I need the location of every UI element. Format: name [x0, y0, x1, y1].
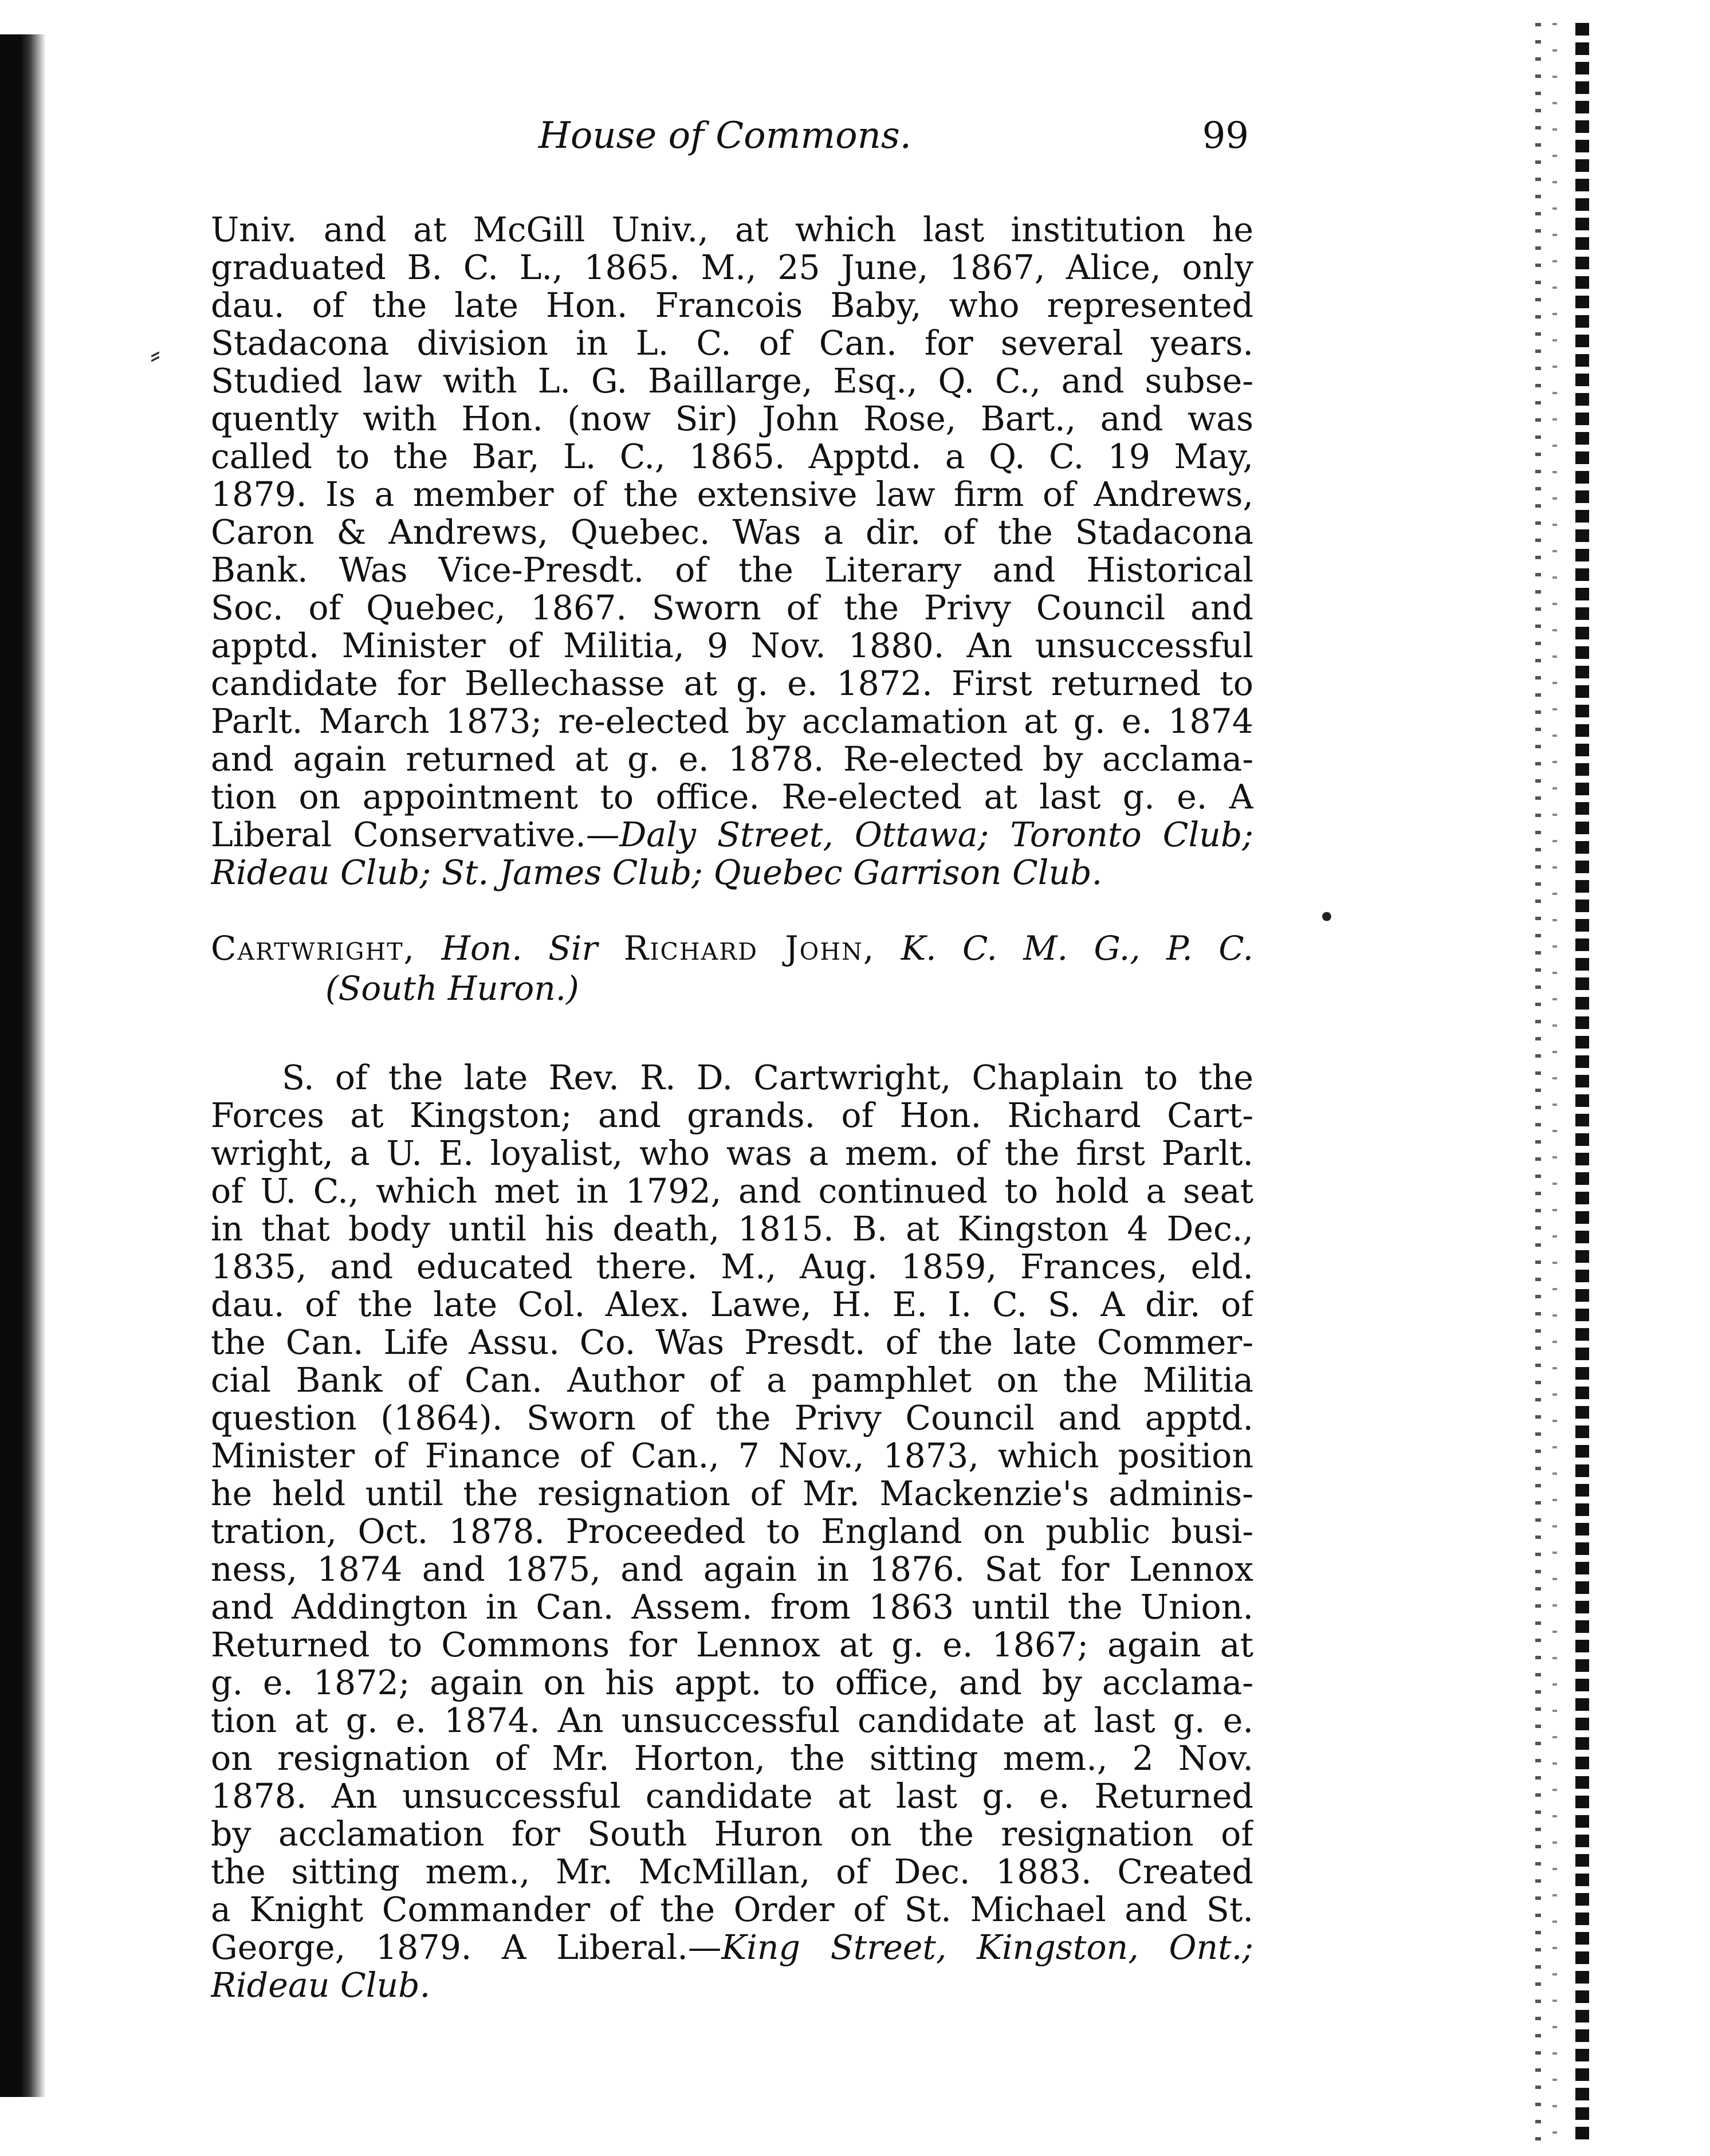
text-line: Bank. Was Vice-Presdt. of the Literary and Historical	[211, 551, 1253, 589]
text-line: by acclamation for South Huron on the resignation of	[211, 1815, 1253, 1853]
address-italic: —King Street, Kingston, Ont.;	[687, 1929, 1253, 1966]
text-line: wright, a U. E. loyalist, who was a mem. of the first Parlt.	[211, 1134, 1253, 1172]
text-line: cial Bank of Can. Author of a pamphlet on the Militia	[211, 1361, 1253, 1399]
closing-plain: Liberal Conservative.	[211, 816, 586, 854]
heading-riding: (South Huron.)	[325, 969, 579, 1008]
text-line: Soc. of Quebec, 1867. Sworn of the Privy Council and	[211, 589, 1253, 627]
text-line: he held until the resignation of Mr. Mackenzie's adminis-	[211, 1475, 1253, 1513]
text-line: called to the Bar, L. C., 1865. Apptd. a Q. C. 19 May,	[211, 438, 1253, 476]
text-line: quently with Hon. (now Sir) John Rose, Bart., and was	[211, 400, 1253, 438]
text-line: Forces at Kingston; and grands. of Hon. Richard Cart-	[211, 1097, 1253, 1134]
running-header	[538, 115, 1249, 172]
right-scan-edge	[1518, 23, 1598, 2143]
text-line: apptd. Minister of Militia, 9 Nov. 1880. An unsuccessful	[211, 627, 1253, 665]
closing-plain: George, 1879. A Liberal.	[211, 1929, 688, 1966]
text-line: tion on appointment to office. Re-elected at last g. e. A	[211, 778, 1253, 816]
text-line: 1879. Is a member of the extensive law firm of Andrews,	[211, 476, 1253, 513]
text-line: and again returned at g. e. 1878. Re-elected by acclama-	[211, 740, 1253, 778]
heading-surname: Cartwright,	[211, 929, 415, 968]
text-line: Returned to Commons for Lennox at g. e. 1867; again at	[211, 1626, 1253, 1664]
text-line: Studied law with L. G. Baillarge, Esq., Q. C., and subse-	[211, 362, 1253, 400]
heading-title-kcmg: K. C. M. G.,	[901, 929, 1141, 968]
text-line: a Knight Commander of the Order of St. Michael and St.	[211, 1891, 1253, 1929]
text-line: S. of the late Rev. R. D. Cartwright, Chaplain to the	[282, 1059, 1253, 1097]
text-line: the sitting mem., Mr. McMillan, of Dec. 1883. Created	[211, 1853, 1253, 1891]
text-line-closing	[211, 816, 1253, 854]
text-line: Parlt. March 1873; re-elected by acclamation at g. e. 1874	[211, 702, 1253, 740]
text-line: 1878. An unsuccessful candidate at last g. e. Returned	[211, 1777, 1253, 1815]
text-line: ness, 1874 and 1875, and again in 1876. Sat for Lennox	[211, 1550, 1253, 1588]
text-line-closing	[211, 1929, 1253, 1966]
entry-body	[211, 1059, 1253, 2004]
heading-title-pc: P. C.	[1166, 929, 1253, 968]
text-line: Univ. and at McGill Univ., at which last institution he	[211, 211, 1253, 249]
text-line: Caron & Andrews, Quebec. Was a dir. of the Stadacona	[211, 513, 1253, 551]
text-line-clubs: Rideau Club.	[211, 1966, 431, 2004]
text-line: on resignation of Mr. Horton, the sitting mem., 2 Nov.	[211, 1739, 1253, 1777]
text-line: g. e. 1872; again on his appt. to office, and by acclama-	[211, 1664, 1253, 1702]
text-line: Stadacona division in L. C. of Can. for several years.	[211, 324, 1253, 362]
text-line: tration, Oct. 1878. Proceeded to England on public busi-	[211, 1513, 1253, 1550]
margin-mark: ⸗	[150, 336, 160, 372]
heading-honorific: Hon. Sir	[441, 929, 598, 968]
text-line: dau. of the late Col. Alex. Lawe, H. E. I. C. S. A dir. of	[211, 1286, 1253, 1324]
text-line: and Addington in Can. Assem. from 1863 until the Union.	[211, 1588, 1253, 1626]
left-scan-edge	[0, 34, 46, 2097]
address-italic: —Daly Street, Ottawa; Toronto Club;	[585, 816, 1253, 854]
heading-given-names: Richard John,	[623, 929, 875, 968]
text-line: dau. of the late Hon. Francois Baby, who represented	[211, 286, 1253, 324]
entry-heading	[211, 928, 1253, 1008]
heading-name-line	[211, 928, 1253, 968]
text-line: candidate for Bellechasse at g. e. 1872. First returned to	[211, 665, 1253, 702]
text-line: tion at g. e. 1874. An unsuccessful candidate at last g. e.	[211, 1702, 1253, 1739]
text-line: 1835, and educated there. M., Aug. 1859, Frances, eld.	[211, 1248, 1253, 1286]
text-line: of U. C., which met in 1792, and continued to hold a seat	[211, 1172, 1253, 1210]
header-title: House of Commons.	[538, 115, 911, 157]
text-line: question (1864). Sworn of the Privy Council and apptd.	[211, 1399, 1253, 1437]
text-line: the Can. Life Assu. Co. Was Presdt. of the late Commer-	[211, 1324, 1253, 1361]
text-line: graduated B. C. L., 1865. M., 25 June, 1867, Alice, only	[211, 249, 1253, 286]
margin-dot: •	[1318, 900, 1336, 936]
page-number: 99	[1202, 115, 1249, 157]
entry-continued	[211, 211, 1253, 892]
text-line: Minister of Finance of Can., 7 Nov., 1873, which position	[211, 1437, 1253, 1475]
text-line-clubs: Rideau Club; St. James Club; Quebec Garrison Club.	[211, 854, 1103, 892]
text-line: in that body until his death, 1815. B. at Kingston 4 Dec.,	[211, 1210, 1253, 1248]
